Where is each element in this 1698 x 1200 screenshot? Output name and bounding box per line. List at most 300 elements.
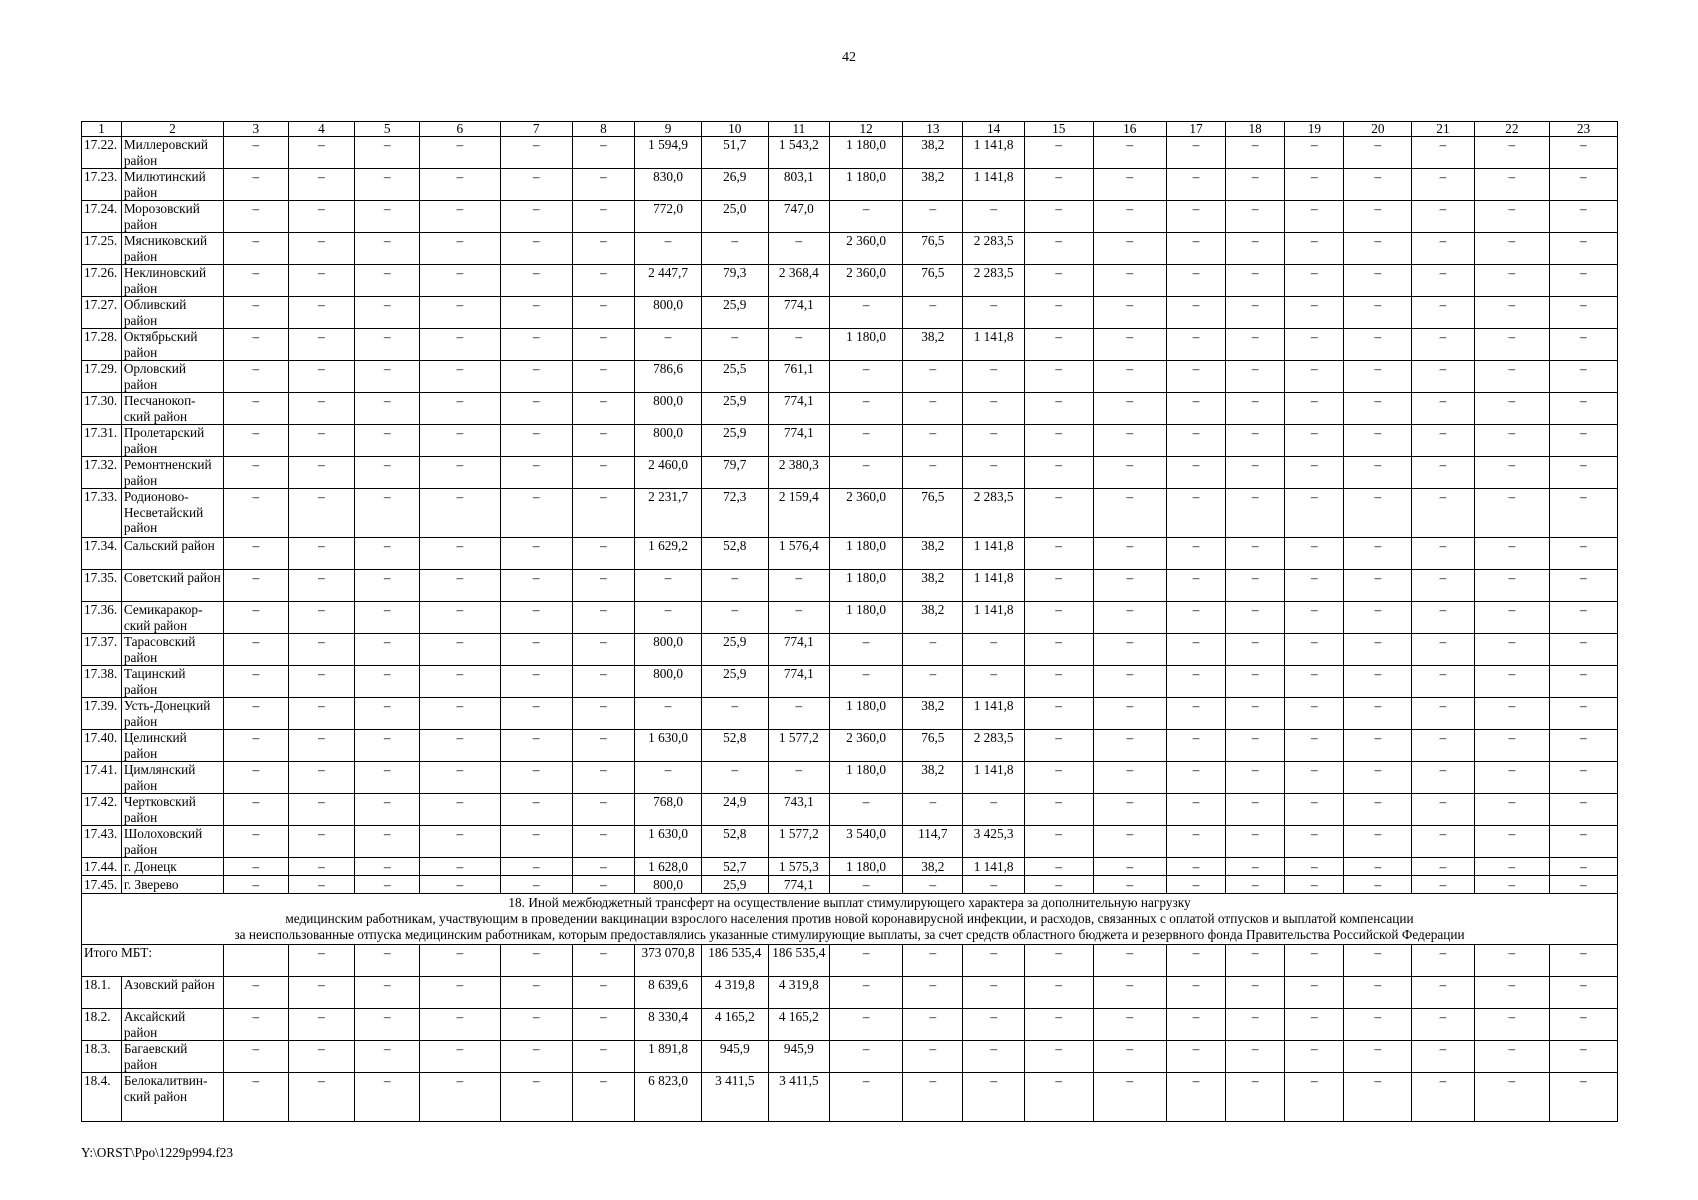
empty-dash-cell: – (1344, 666, 1412, 698)
value-cell-11: – (768, 762, 829, 794)
empty-dash-cell: – (1344, 137, 1412, 169)
district-name: Тарасовский район (121, 634, 223, 666)
empty-dash-cell: – (419, 698, 500, 730)
empty-dash-cell: – (572, 666, 634, 698)
value-cell-14: 2 283,5 (963, 489, 1024, 538)
empty-dash-cell: – (419, 425, 500, 457)
empty-dash-cell: – (1550, 297, 1618, 329)
district-name: Октябрьский район (121, 329, 223, 361)
empty-dash-cell: – (1093, 169, 1166, 201)
value-cell-9: 830,0 (635, 169, 702, 201)
empty-dash-cell: – (500, 265, 572, 297)
empty-dash-cell: – (1550, 570, 1618, 602)
district-name: Морозовский район (121, 201, 223, 233)
empty-dash-cell: – (1024, 876, 1093, 894)
value-cell-13: 38,2 (903, 169, 963, 201)
empty-dash-cell: – (419, 570, 500, 602)
empty-dash-cell: – (288, 698, 355, 730)
column-number-header: 8 (572, 122, 634, 137)
empty-dash-cell: – (1412, 297, 1474, 329)
empty-dash-cell: – (1093, 538, 1166, 570)
value-cell-11: – (768, 602, 829, 634)
value-cell-11: 1 576,4 (768, 538, 829, 570)
value-cell-11: 747,0 (768, 201, 829, 233)
empty-dash-cell: – (572, 602, 634, 634)
value-cell-10: 25,9 (701, 297, 768, 329)
empty-dash-cell: – (288, 1041, 355, 1073)
empty-dash-cell: – (572, 826, 634, 858)
empty-dash-cell: – (1474, 1041, 1549, 1073)
empty-dash-cell: – (1226, 265, 1285, 297)
empty-dash-cell: – (1474, 666, 1549, 698)
empty-dash-cell: – (224, 794, 289, 826)
column-number-header: 14 (963, 122, 1024, 137)
empty-dash-cell: – (1285, 794, 1344, 826)
value-cell-13: 38,2 (903, 602, 963, 634)
empty-dash-cell: – (419, 602, 500, 634)
empty-dash-cell: – (224, 570, 289, 602)
empty-dash-cell: – (1093, 698, 1166, 730)
empty-dash-cell: – (572, 169, 634, 201)
empty-dash-cell: – (1226, 1041, 1285, 1073)
empty-dash-cell: – (572, 489, 634, 538)
empty-dash-cell: – (419, 265, 500, 297)
empty-dash-cell: – (1285, 977, 1344, 1009)
empty-dash-cell: – (1550, 457, 1618, 489)
empty-dash-cell: – (1166, 698, 1225, 730)
empty-dash-cell: – (1024, 1009, 1093, 1041)
value-cell-12: 1 180,0 (830, 570, 903, 602)
empty-dash-cell: – (1093, 1041, 1166, 1073)
value-cell-14: 2 283,5 (963, 730, 1024, 762)
empty-dash-cell: – (355, 945, 420, 977)
empty-dash-cell: – (1024, 538, 1093, 570)
empty-dash-cell: – (1474, 945, 1549, 977)
value-cell-14: 2 283,5 (963, 265, 1024, 297)
value-cell-9: 800,0 (635, 876, 702, 894)
column-number-header: 9 (635, 122, 702, 137)
table-row (82, 570, 1618, 602)
empty-dash-cell: – (355, 666, 420, 698)
empty-dash-cell: – (1093, 1009, 1166, 1041)
empty-dash-cell: – (500, 233, 572, 265)
value-cell-12: – (830, 425, 903, 457)
value-cell-9: 6 823,0 (635, 1073, 702, 1122)
empty-dash-cell: – (1285, 538, 1344, 570)
empty-dash-cell: – (1550, 393, 1618, 425)
empty-dash-cell: – (355, 858, 420, 876)
empty-dash-cell: – (1226, 945, 1285, 977)
empty-dash-cell: – (1024, 945, 1093, 977)
empty-dash-cell: – (419, 137, 500, 169)
empty-dash-cell: – (1344, 977, 1412, 1009)
value-cell-10: 4 319,8 (701, 977, 768, 1009)
empty-dash-cell: – (1166, 489, 1225, 538)
district-name: Ремонтненский район (121, 457, 223, 489)
empty-dash-cell: – (1412, 265, 1474, 297)
value-cell-10: 25,5 (701, 361, 768, 393)
empty-dash-cell: – (1166, 137, 1225, 169)
district-name: Орловский район (121, 361, 223, 393)
empty-dash-cell: – (1166, 666, 1225, 698)
empty-dash-cell: – (419, 634, 500, 666)
empty-dash-cell: – (1474, 233, 1549, 265)
empty-dash-cell: – (1344, 730, 1412, 762)
table-row (82, 1073, 1618, 1122)
district-name: г. Зверево (121, 876, 223, 894)
empty-dash-cell: – (355, 1041, 420, 1073)
value-cell-12: 3 540,0 (830, 826, 903, 858)
empty-dash-cell: – (419, 858, 500, 876)
empty-dash-cell: – (1285, 666, 1344, 698)
empty-dash-cell: – (355, 977, 420, 1009)
empty-dash-cell: – (500, 1009, 572, 1041)
empty-dash-cell: – (1166, 1041, 1225, 1073)
district-name: Азовский район (121, 977, 223, 1009)
empty-dash-cell: – (572, 634, 634, 666)
empty-dash-cell: – (572, 1009, 634, 1041)
empty-dash-cell: – (224, 425, 289, 457)
empty-dash-cell: – (1226, 233, 1285, 265)
value-cell-10: 52,8 (701, 538, 768, 570)
column-number-header: 10 (701, 122, 768, 137)
section-heading-line: 18. Иной межбюджетный трансферт на осуществление выплат стимулирующего характера за дополнительную нагрузку (508, 895, 1191, 910)
value-cell-12: – (830, 666, 903, 698)
empty-dash-cell: – (1412, 457, 1474, 489)
empty-dash-cell: – (1344, 233, 1412, 265)
value-cell-14: 3 425,3 (963, 826, 1024, 858)
district-name: Шолоховский район (121, 826, 223, 858)
empty-dash-cell: – (1344, 826, 1412, 858)
value-cell-9: 768,0 (635, 794, 702, 826)
row-number: 17.29. (82, 361, 122, 393)
district-name: Неклиновский район (121, 265, 223, 297)
value-cell-10: – (701, 762, 768, 794)
empty-dash-cell: – (288, 945, 355, 977)
value-cell-11: 1 575,3 (768, 858, 829, 876)
empty-dash-cell: – (1093, 570, 1166, 602)
empty-dash-cell: – (224, 977, 289, 1009)
empty-dash-cell: – (419, 233, 500, 265)
empty-dash-cell: – (1412, 977, 1474, 1009)
empty-dash-cell: – (572, 361, 634, 393)
empty-dash-cell: – (288, 393, 355, 425)
value-cell-9: 2 231,7 (635, 489, 702, 538)
empty-dash-cell: – (1024, 794, 1093, 826)
value-cell-11: 743,1 (768, 794, 829, 826)
value-cell-9: – (635, 762, 702, 794)
empty-dash-cell: – (1226, 457, 1285, 489)
column-number-header: 19 (1285, 122, 1344, 137)
value-cell-13: – (903, 425, 963, 457)
empty-dash-cell: – (1474, 393, 1549, 425)
empty-dash-cell: – (572, 457, 634, 489)
empty-dash-cell: – (355, 297, 420, 329)
empty-dash-cell: – (419, 1041, 500, 1073)
district-name: г. Донецк (121, 858, 223, 876)
empty-dash-cell: – (1412, 538, 1474, 570)
empty-dash-cell: – (288, 858, 355, 876)
empty-dash-cell: – (500, 826, 572, 858)
empty-dash-cell: – (1344, 297, 1412, 329)
empty-dash-cell: – (1024, 297, 1093, 329)
empty-dash-cell: – (419, 538, 500, 570)
empty-dash-cell: – (288, 634, 355, 666)
empty-dash-cell: – (572, 794, 634, 826)
empty-dash-cell: – (288, 169, 355, 201)
empty-dash-cell: – (1285, 201, 1344, 233)
empty-dash-cell: – (1166, 297, 1225, 329)
value-cell-10: – (701, 329, 768, 361)
value-cell-9: 800,0 (635, 425, 702, 457)
table-row (82, 169, 1618, 201)
empty-dash-cell: – (355, 361, 420, 393)
empty-dash-cell: – (1226, 201, 1285, 233)
empty-dash-cell: – (1412, 698, 1474, 730)
empty-dash-cell: – (1344, 762, 1412, 794)
empty-dash-cell: – (500, 945, 572, 977)
value-cell-12: 1 180,0 (830, 169, 903, 201)
empty-dash-cell: – (830, 1073, 903, 1122)
row-number: 17.44. (82, 858, 122, 876)
empty-dash-cell: – (1166, 1073, 1225, 1122)
value-cell-10: 25,0 (701, 201, 768, 233)
row-number: 17.38. (82, 666, 122, 698)
empty-dash-cell: – (1226, 876, 1285, 894)
empty-dash-cell: – (1344, 538, 1412, 570)
column-number-header: 12 (830, 122, 903, 137)
value-cell-11: 945,9 (768, 1041, 829, 1073)
column-number-header: 5 (355, 122, 420, 137)
empty-dash-cell: – (288, 794, 355, 826)
empty-dash-cell: – (500, 602, 572, 634)
empty-dash-cell: – (1474, 329, 1549, 361)
value-cell-9: 786,6 (635, 361, 702, 393)
value-cell-13: – (903, 666, 963, 698)
empty-dash-cell: – (224, 858, 289, 876)
value-cell-10: – (701, 698, 768, 730)
value-cell-12: – (830, 457, 903, 489)
value-cell-14: 1 141,8 (963, 602, 1024, 634)
empty-dash-cell: – (419, 762, 500, 794)
empty-dash-cell: – (1550, 489, 1618, 538)
empty-dash-cell: – (1412, 858, 1474, 876)
value-cell-11: 774,1 (768, 425, 829, 457)
value-cell-11: – (768, 233, 829, 265)
empty-dash-cell: – (1226, 169, 1285, 201)
table-row (82, 489, 1618, 538)
empty-dash-cell: – (224, 265, 289, 297)
empty-dash-cell: – (1285, 169, 1344, 201)
empty-dash-cell: – (355, 538, 420, 570)
empty-dash-cell: – (288, 265, 355, 297)
empty-dash-cell: – (1166, 858, 1225, 876)
table-row (82, 666, 1618, 698)
empty-dash-cell: – (1024, 265, 1093, 297)
empty-dash-cell: – (1550, 329, 1618, 361)
empty-dash-cell: – (1474, 730, 1549, 762)
district-name: Цимлянский район (121, 762, 223, 794)
empty-dash-cell: – (500, 1073, 572, 1122)
empty-dash-cell: – (1093, 329, 1166, 361)
empty-dash-cell: – (1474, 265, 1549, 297)
row-number: 17.43. (82, 826, 122, 858)
value-cell-13: 38,2 (903, 698, 963, 730)
row-number: 17.37. (82, 634, 122, 666)
value-cell-10: 24,9 (701, 794, 768, 826)
empty-dash-cell: – (1285, 233, 1344, 265)
table-row (82, 425, 1618, 457)
empty-dash-cell: – (1226, 666, 1285, 698)
value-cell-13: 38,2 (903, 858, 963, 876)
district-name: Семикаракор-ский район (121, 602, 223, 634)
empty-dash-cell: – (224, 666, 289, 698)
file-path-footer: Y:\ORST\Ppo\1229p994.f23 (81, 1145, 234, 1160)
row-number: 18.4. (82, 1073, 122, 1122)
row-number: 17.42. (82, 794, 122, 826)
empty-dash-cell: – (419, 361, 500, 393)
empty-dash-cell: – (1474, 201, 1549, 233)
value-cell-14: 1 141,8 (963, 762, 1024, 794)
empty-dash-cell: – (288, 329, 355, 361)
column-number-header: 6 (419, 122, 500, 137)
empty-dash-cell: – (1474, 762, 1549, 794)
empty-dash-cell: – (1285, 393, 1344, 425)
empty-dash-cell: – (572, 762, 634, 794)
empty-dash-cell: – (1344, 1073, 1412, 1122)
empty-dash-cell: – (1344, 329, 1412, 361)
empty-dash-cell: – (1474, 425, 1549, 457)
value-cell-10: 25,9 (701, 876, 768, 894)
empty-dash-cell: – (1093, 977, 1166, 1009)
empty-dash-cell: – (355, 1009, 420, 1041)
empty-dash-cell: – (224, 698, 289, 730)
empty-dash-cell: – (1024, 233, 1093, 265)
empty-dash-cell: – (355, 137, 420, 169)
empty-dash-cell: – (1550, 794, 1618, 826)
empty-dash-cell: – (1285, 634, 1344, 666)
empty-dash-cell: – (572, 698, 634, 730)
empty-dash-cell: – (419, 977, 500, 1009)
column-number-row (82, 122, 1618, 137)
empty-dash-cell: – (572, 393, 634, 425)
empty-dash-cell: – (830, 945, 903, 977)
empty-dash-cell: – (1093, 794, 1166, 826)
empty-dash-cell: – (1093, 602, 1166, 634)
empty-dash-cell: – (288, 538, 355, 570)
empty-dash-cell: – (1285, 1073, 1344, 1122)
empty-dash-cell: – (1166, 730, 1225, 762)
empty-dash-cell: – (1344, 361, 1412, 393)
empty-dash-cell: – (419, 945, 500, 977)
empty-dash-cell: – (355, 794, 420, 826)
empty-dash-cell: – (572, 1073, 634, 1122)
empty-dash-cell: – (1226, 634, 1285, 666)
empty-dash-cell: – (288, 602, 355, 634)
empty-dash-cell: – (288, 297, 355, 329)
empty-dash-cell: – (1412, 1073, 1474, 1122)
empty-dash-cell: – (903, 1041, 963, 1073)
section-18-heading (82, 894, 1618, 945)
row-number: 17.45. (82, 876, 122, 894)
empty-dash-cell: – (1093, 265, 1166, 297)
value-cell-9: 373 070,8 (635, 945, 702, 977)
empty-dash-cell: – (1166, 602, 1225, 634)
empty-dash-cell: – (1412, 233, 1474, 265)
empty-dash-cell: – (355, 489, 420, 538)
column-number-header: 2 (121, 122, 223, 137)
empty-dash-cell: – (288, 762, 355, 794)
empty-dash-cell: – (355, 265, 420, 297)
section-heading-line: медицинским работникам, участвующим в проведении вакцинации взрослого населения против новой коронавирусной инфекции, и расходов, связанных с оплатой отпусков и выплатой компенсации (285, 911, 1414, 926)
empty-dash-cell: – (500, 762, 572, 794)
column-number-header: 22 (1474, 122, 1549, 137)
value-cell-13: – (903, 876, 963, 894)
value-cell-13: – (903, 794, 963, 826)
value-cell-14: – (963, 876, 1024, 894)
row-number: 17.36. (82, 602, 122, 634)
empty-dash-cell: – (419, 730, 500, 762)
district-name: Чертковский район (121, 794, 223, 826)
table-row (82, 361, 1618, 393)
value-cell-14: – (963, 201, 1024, 233)
empty-dash-cell: – (1474, 876, 1549, 894)
empty-dash-cell: – (1412, 393, 1474, 425)
empty-dash-cell: – (1474, 169, 1549, 201)
empty-dash-cell: – (1166, 1009, 1225, 1041)
empty-dash-cell: – (288, 666, 355, 698)
value-cell-12: 2 360,0 (830, 233, 903, 265)
empty-dash-cell: – (1412, 361, 1474, 393)
empty-dash-cell: – (1166, 634, 1225, 666)
district-name: Сальский район (121, 538, 223, 570)
empty-dash-cell: – (1226, 762, 1285, 794)
empty-dash-cell: – (572, 876, 634, 894)
empty-dash-cell: – (288, 730, 355, 762)
empty-dash-cell: – (500, 858, 572, 876)
value-cell-13: – (903, 457, 963, 489)
value-cell-9: 1 891,8 (635, 1041, 702, 1073)
value-cell-9: 8 330,4 (635, 1009, 702, 1041)
empty-dash-cell: – (1550, 826, 1618, 858)
empty-dash-cell: – (224, 762, 289, 794)
empty-dash-cell: – (1093, 297, 1166, 329)
empty-dash-cell: – (224, 297, 289, 329)
district-name: Белокалитвин-ский район (121, 1073, 223, 1122)
empty-dash-cell: – (1285, 1041, 1344, 1073)
table-row (82, 233, 1618, 265)
empty-dash-cell: – (355, 425, 420, 457)
value-cell-14: 1 141,8 (963, 169, 1024, 201)
empty-dash-cell: – (572, 233, 634, 265)
value-cell-11: 774,1 (768, 876, 829, 894)
empty-dash-cell: – (288, 1009, 355, 1041)
column-number-header: 13 (903, 122, 963, 137)
value-cell-13: 38,2 (903, 570, 963, 602)
empty-dash-cell: – (288, 425, 355, 457)
empty-dash-cell: – (572, 1041, 634, 1073)
empty-dash-cell: – (500, 425, 572, 457)
empty-dash-cell: – (1344, 876, 1412, 894)
value-cell-14: 2 283,5 (963, 233, 1024, 265)
empty-dash-cell: – (1550, 169, 1618, 201)
empty-dash-cell: – (1344, 201, 1412, 233)
empty-dash-cell: – (1344, 457, 1412, 489)
value-cell-11: 774,1 (768, 634, 829, 666)
empty-dash-cell: – (1285, 425, 1344, 457)
value-cell-10: 25,9 (701, 634, 768, 666)
value-cell-11: – (768, 698, 829, 730)
